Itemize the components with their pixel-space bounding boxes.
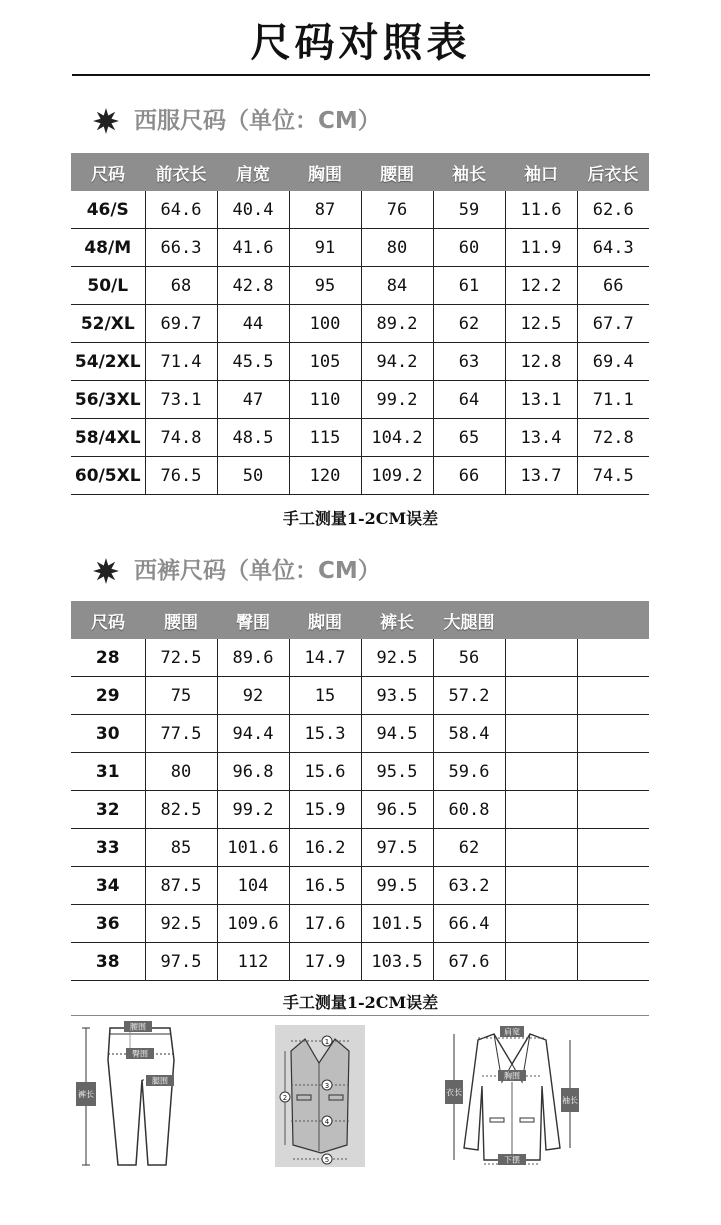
pants-value-cell: 103.5 [361, 943, 433, 981]
suit-value-cell: 69.7 [145, 305, 217, 343]
vest-marker-3: 3 [324, 1082, 330, 1090]
pants-value-cell: 89.6 [217, 639, 289, 677]
pants-value-cell [577, 905, 649, 943]
pants-value-cell: 92.5 [145, 905, 217, 943]
jacket-shoulder-tag: 肩宽 [504, 1027, 520, 1037]
suit-value-cell: 64.3 [577, 229, 649, 267]
pants-value-cell [505, 753, 577, 791]
pants-value-cell: 56 [433, 639, 505, 677]
pants-table-row [71, 905, 649, 943]
pants-value-cell: 85 [145, 829, 217, 867]
pants-measure-note: 手工测量1-2CM误差 [282, 993, 439, 1012]
suit-value-cell: 59 [433, 191, 505, 229]
title-underline [72, 74, 650, 76]
page-title: 尺码对照表 [250, 19, 471, 66]
pants-length-tag: 裤长 [78, 1090, 94, 1099]
pants-value-cell: 96.8 [217, 753, 289, 791]
suit-value-cell: 99.2 [361, 381, 433, 419]
suit-value-cell: 62 [433, 305, 505, 343]
suit-value-cell: 44 [217, 305, 289, 343]
pants-value-cell: 17.6 [289, 905, 361, 943]
suit-heading-text: 西服尺码（单位：CM） [134, 108, 381, 134]
suit-value-cell: 74.5 [577, 457, 649, 495]
pants-value-cell: 15.3 [289, 715, 361, 753]
pants-value-cell [505, 715, 577, 753]
suit-value-cell: 73.1 [145, 381, 217, 419]
suit-value-cell: 69.4 [577, 343, 649, 381]
suit-value-cell: 13.7 [505, 457, 577, 495]
pants-value-cell: 92 [217, 677, 289, 715]
pants-value-cell: 16.2 [289, 829, 361, 867]
suit-header-row [71, 153, 649, 191]
suit-value-cell: 89.2 [361, 305, 433, 343]
suit-table-row [71, 343, 649, 381]
suit-table-row [71, 457, 649, 495]
suit-value-cell: 64 [433, 381, 505, 419]
vest-marker-5: 5 [324, 1156, 330, 1164]
pants-value-cell: 59.6 [433, 753, 505, 791]
pants-hip-tag: 臀围 [132, 1049, 148, 1059]
suit-value-cell: 67.7 [577, 305, 649, 343]
pants-value-cell: 80 [145, 753, 217, 791]
pants-value-cell [577, 753, 649, 791]
pants-value-cell: 97.5 [361, 829, 433, 867]
pants-table-row [71, 829, 649, 867]
pants-header-cell [577, 601, 649, 639]
suit-size-cell: 50/L [71, 267, 145, 305]
suit-value-cell: 104.2 [361, 419, 433, 457]
suit-value-cell: 41.6 [217, 229, 289, 267]
pants-table-row [71, 867, 649, 905]
pants-header-cell: 裤长 [361, 601, 433, 639]
jacket-length-tag: 衣长 [446, 1088, 462, 1097]
suit-size-cell: 60/5XL [71, 457, 145, 495]
suit-value-cell: 63 [433, 343, 505, 381]
vest-measurement-diagram [275, 1025, 365, 1167]
pants-value-cell: 109.6 [217, 905, 289, 943]
pants-size-cell: 33 [71, 829, 145, 867]
suit-header-cell: 袖长 [433, 153, 505, 191]
suit-value-cell: 109.2 [361, 457, 433, 495]
pants-table-row [71, 715, 649, 753]
pants-value-cell: 97.5 [145, 943, 217, 981]
suit-value-cell: 12.5 [505, 305, 577, 343]
pants-value-cell [505, 943, 577, 981]
suit-value-cell: 40.4 [217, 191, 289, 229]
pants-size-cell: 31 [71, 753, 145, 791]
suit-section-heading [92, 104, 381, 138]
pants-size-cell: 32 [71, 791, 145, 829]
pants-size-cell: 29 [71, 677, 145, 715]
pants-value-cell: 96.5 [361, 791, 433, 829]
suit-header-cell: 肩宽 [217, 153, 289, 191]
suit-size-cell: 48/M [71, 229, 145, 267]
pants-value-cell [505, 905, 577, 943]
suit-value-cell: 48.5 [217, 419, 289, 457]
pants-value-cell [577, 715, 649, 753]
suit-table-row [71, 191, 649, 229]
suit-value-cell: 13.1 [505, 381, 577, 419]
pants-table-row [71, 791, 649, 829]
suit-size-cell: 46/S [71, 191, 145, 229]
pants-value-cell [505, 639, 577, 677]
suit-header-cell: 尺码 [71, 153, 145, 191]
suit-value-cell: 120 [289, 457, 361, 495]
pants-table-row [71, 753, 649, 791]
pants-size-table [71, 601, 649, 981]
pants-value-cell: 66.4 [433, 905, 505, 943]
suit-table-row [71, 381, 649, 419]
pants-value-cell: 75 [145, 677, 217, 715]
pants-value-cell [505, 677, 577, 715]
suit-value-cell: 87 [289, 191, 361, 229]
suit-size-cell: 54/2XL [71, 343, 145, 381]
jacket-sleeve-tag: 袖长 [562, 1096, 578, 1105]
suit-header-cell: 前衣长 [145, 153, 217, 191]
pants-waist-tag: 腰围 [130, 1022, 146, 1032]
suit-value-cell: 11.6 [505, 191, 577, 229]
pants-value-cell: 93.5 [361, 677, 433, 715]
pants-value-cell: 16.5 [289, 867, 361, 905]
pants-value-cell: 101.5 [361, 905, 433, 943]
pants-value-cell [577, 791, 649, 829]
suit-value-cell: 110 [289, 381, 361, 419]
suit-value-cell: 105 [289, 343, 361, 381]
suit-table-row [71, 229, 649, 267]
suit-value-cell: 100 [289, 305, 361, 343]
suit-value-cell: 62.6 [577, 191, 649, 229]
suit-value-cell: 115 [289, 419, 361, 457]
pants-value-cell [577, 829, 649, 867]
pants-value-cell: 95.5 [361, 753, 433, 791]
pants-size-cell: 38 [71, 943, 145, 981]
pants-value-cell: 92.5 [361, 639, 433, 677]
suit-value-cell: 47 [217, 381, 289, 419]
pants-value-cell: 112 [217, 943, 289, 981]
pants-section-heading [92, 554, 381, 588]
pants-value-cell: 82.5 [145, 791, 217, 829]
pants-size-cell: 36 [71, 905, 145, 943]
vest-marker-4: 4 [324, 1118, 330, 1126]
pants-value-cell [577, 867, 649, 905]
pants-table-row [71, 677, 649, 715]
suit-value-cell: 66 [577, 267, 649, 305]
pants-heading-text: 西裤尺码（单位：CM） [134, 558, 381, 584]
suit-value-cell: 68 [145, 267, 217, 305]
suit-value-cell: 95 [289, 267, 361, 305]
pants-value-cell [577, 943, 649, 981]
suit-value-cell: 76.5 [145, 457, 217, 495]
pants-value-cell [505, 791, 577, 829]
suit-value-cell: 66 [433, 457, 505, 495]
suit-value-cell: 45.5 [217, 343, 289, 381]
pants-value-cell: 104 [217, 867, 289, 905]
suit-value-cell: 12.8 [505, 343, 577, 381]
pants-value-cell [577, 639, 649, 677]
pants-header-cell: 臀围 [217, 601, 289, 639]
pants-value-cell [577, 677, 649, 715]
pants-value-cell: 14.7 [289, 639, 361, 677]
suit-size-table [71, 153, 649, 495]
suit-value-cell: 13.4 [505, 419, 577, 457]
pants-header-row [71, 601, 649, 639]
pants-size-cell: 34 [71, 867, 145, 905]
suit-value-cell: 76 [361, 191, 433, 229]
suit-value-cell: 84 [361, 267, 433, 305]
pants-value-cell: 15 [289, 677, 361, 715]
suit-value-cell: 12.2 [505, 267, 577, 305]
suit-value-cell: 42.8 [217, 267, 289, 305]
suit-size-cell: 52/XL [71, 305, 145, 343]
jacket-hem-tag: 下摆 [504, 1155, 520, 1165]
suit-value-cell: 80 [361, 229, 433, 267]
suit-value-cell: 66.3 [145, 229, 217, 267]
vest-marker-1: 1 [324, 1038, 330, 1046]
pants-value-cell: 15.9 [289, 791, 361, 829]
pants-size-cell: 30 [71, 715, 145, 753]
suit-value-cell: 64.6 [145, 191, 217, 229]
jacket-chest-tag: 胸围 [504, 1071, 520, 1081]
pants-value-cell [505, 829, 577, 867]
jacket-measurement-diagram [442, 1022, 582, 1168]
pants-value-cell: 94.5 [361, 715, 433, 753]
pants-header-cell: 腰围 [145, 601, 217, 639]
pants-value-cell [505, 867, 577, 905]
footer-divider [71, 1015, 649, 1016]
suit-value-cell: 71.4 [145, 343, 217, 381]
pants-size-cell: 28 [71, 639, 145, 677]
pants-value-cell: 99.5 [361, 867, 433, 905]
suit-table-row [71, 267, 649, 305]
suit-header-cell: 胸围 [289, 153, 361, 191]
pants-value-cell: 62 [433, 829, 505, 867]
pants-value-cell: 67.6 [433, 943, 505, 981]
suit-header-cell: 袖口 [505, 153, 577, 191]
suit-header-cell: 后衣长 [577, 153, 649, 191]
suit-table-row [71, 305, 649, 343]
suit-value-cell: 11.9 [505, 229, 577, 267]
suit-value-cell: 74.8 [145, 419, 217, 457]
vest-marker-2: 2 [282, 1094, 288, 1102]
pants-header-cell: 尺码 [71, 601, 145, 639]
pants-value-cell: 72.5 [145, 639, 217, 677]
suit-value-cell: 60 [433, 229, 505, 267]
pants-value-cell: 60.8 [433, 791, 505, 829]
pants-value-cell: 94.4 [217, 715, 289, 753]
pants-header-cell: 脚围 [289, 601, 361, 639]
suit-value-cell: 61 [433, 267, 505, 305]
star-burst-icon [92, 107, 120, 135]
pants-value-cell: 101.6 [217, 829, 289, 867]
suit-value-cell: 71.1 [577, 381, 649, 419]
pants-value-cell: 57.2 [433, 677, 505, 715]
pants-value-cell: 63.2 [433, 867, 505, 905]
suit-size-cell: 58/4XL [71, 419, 145, 457]
suit-header-cell: 腰围 [361, 153, 433, 191]
pants-table-row [71, 639, 649, 677]
pants-value-cell: 87.5 [145, 867, 217, 905]
suit-value-cell: 72.8 [577, 419, 649, 457]
pants-value-cell: 99.2 [217, 791, 289, 829]
pants-header-cell: 大腿围 [433, 601, 505, 639]
pants-value-cell: 77.5 [145, 715, 217, 753]
suit-table-row [71, 419, 649, 457]
star-burst-icon [92, 557, 120, 585]
suit-value-cell: 65 [433, 419, 505, 457]
suit-measure-note: 手工测量1-2CM误差 [282, 509, 439, 528]
suit-value-cell: 50 [217, 457, 289, 495]
suit-value-cell: 94.2 [361, 343, 433, 381]
pants-value-cell: 58.4 [433, 715, 505, 753]
suit-value-cell: 91 [289, 229, 361, 267]
pants-header-cell [505, 601, 577, 639]
suit-size-cell: 56/3XL [71, 381, 145, 419]
pants-thigh-tag: 腿围 [152, 1076, 168, 1086]
pants-value-cell: 17.9 [289, 943, 361, 981]
pants-table-row [71, 943, 649, 981]
pants-value-cell: 15.6 [289, 753, 361, 791]
pants-measurement-diagram [70, 1020, 190, 1170]
